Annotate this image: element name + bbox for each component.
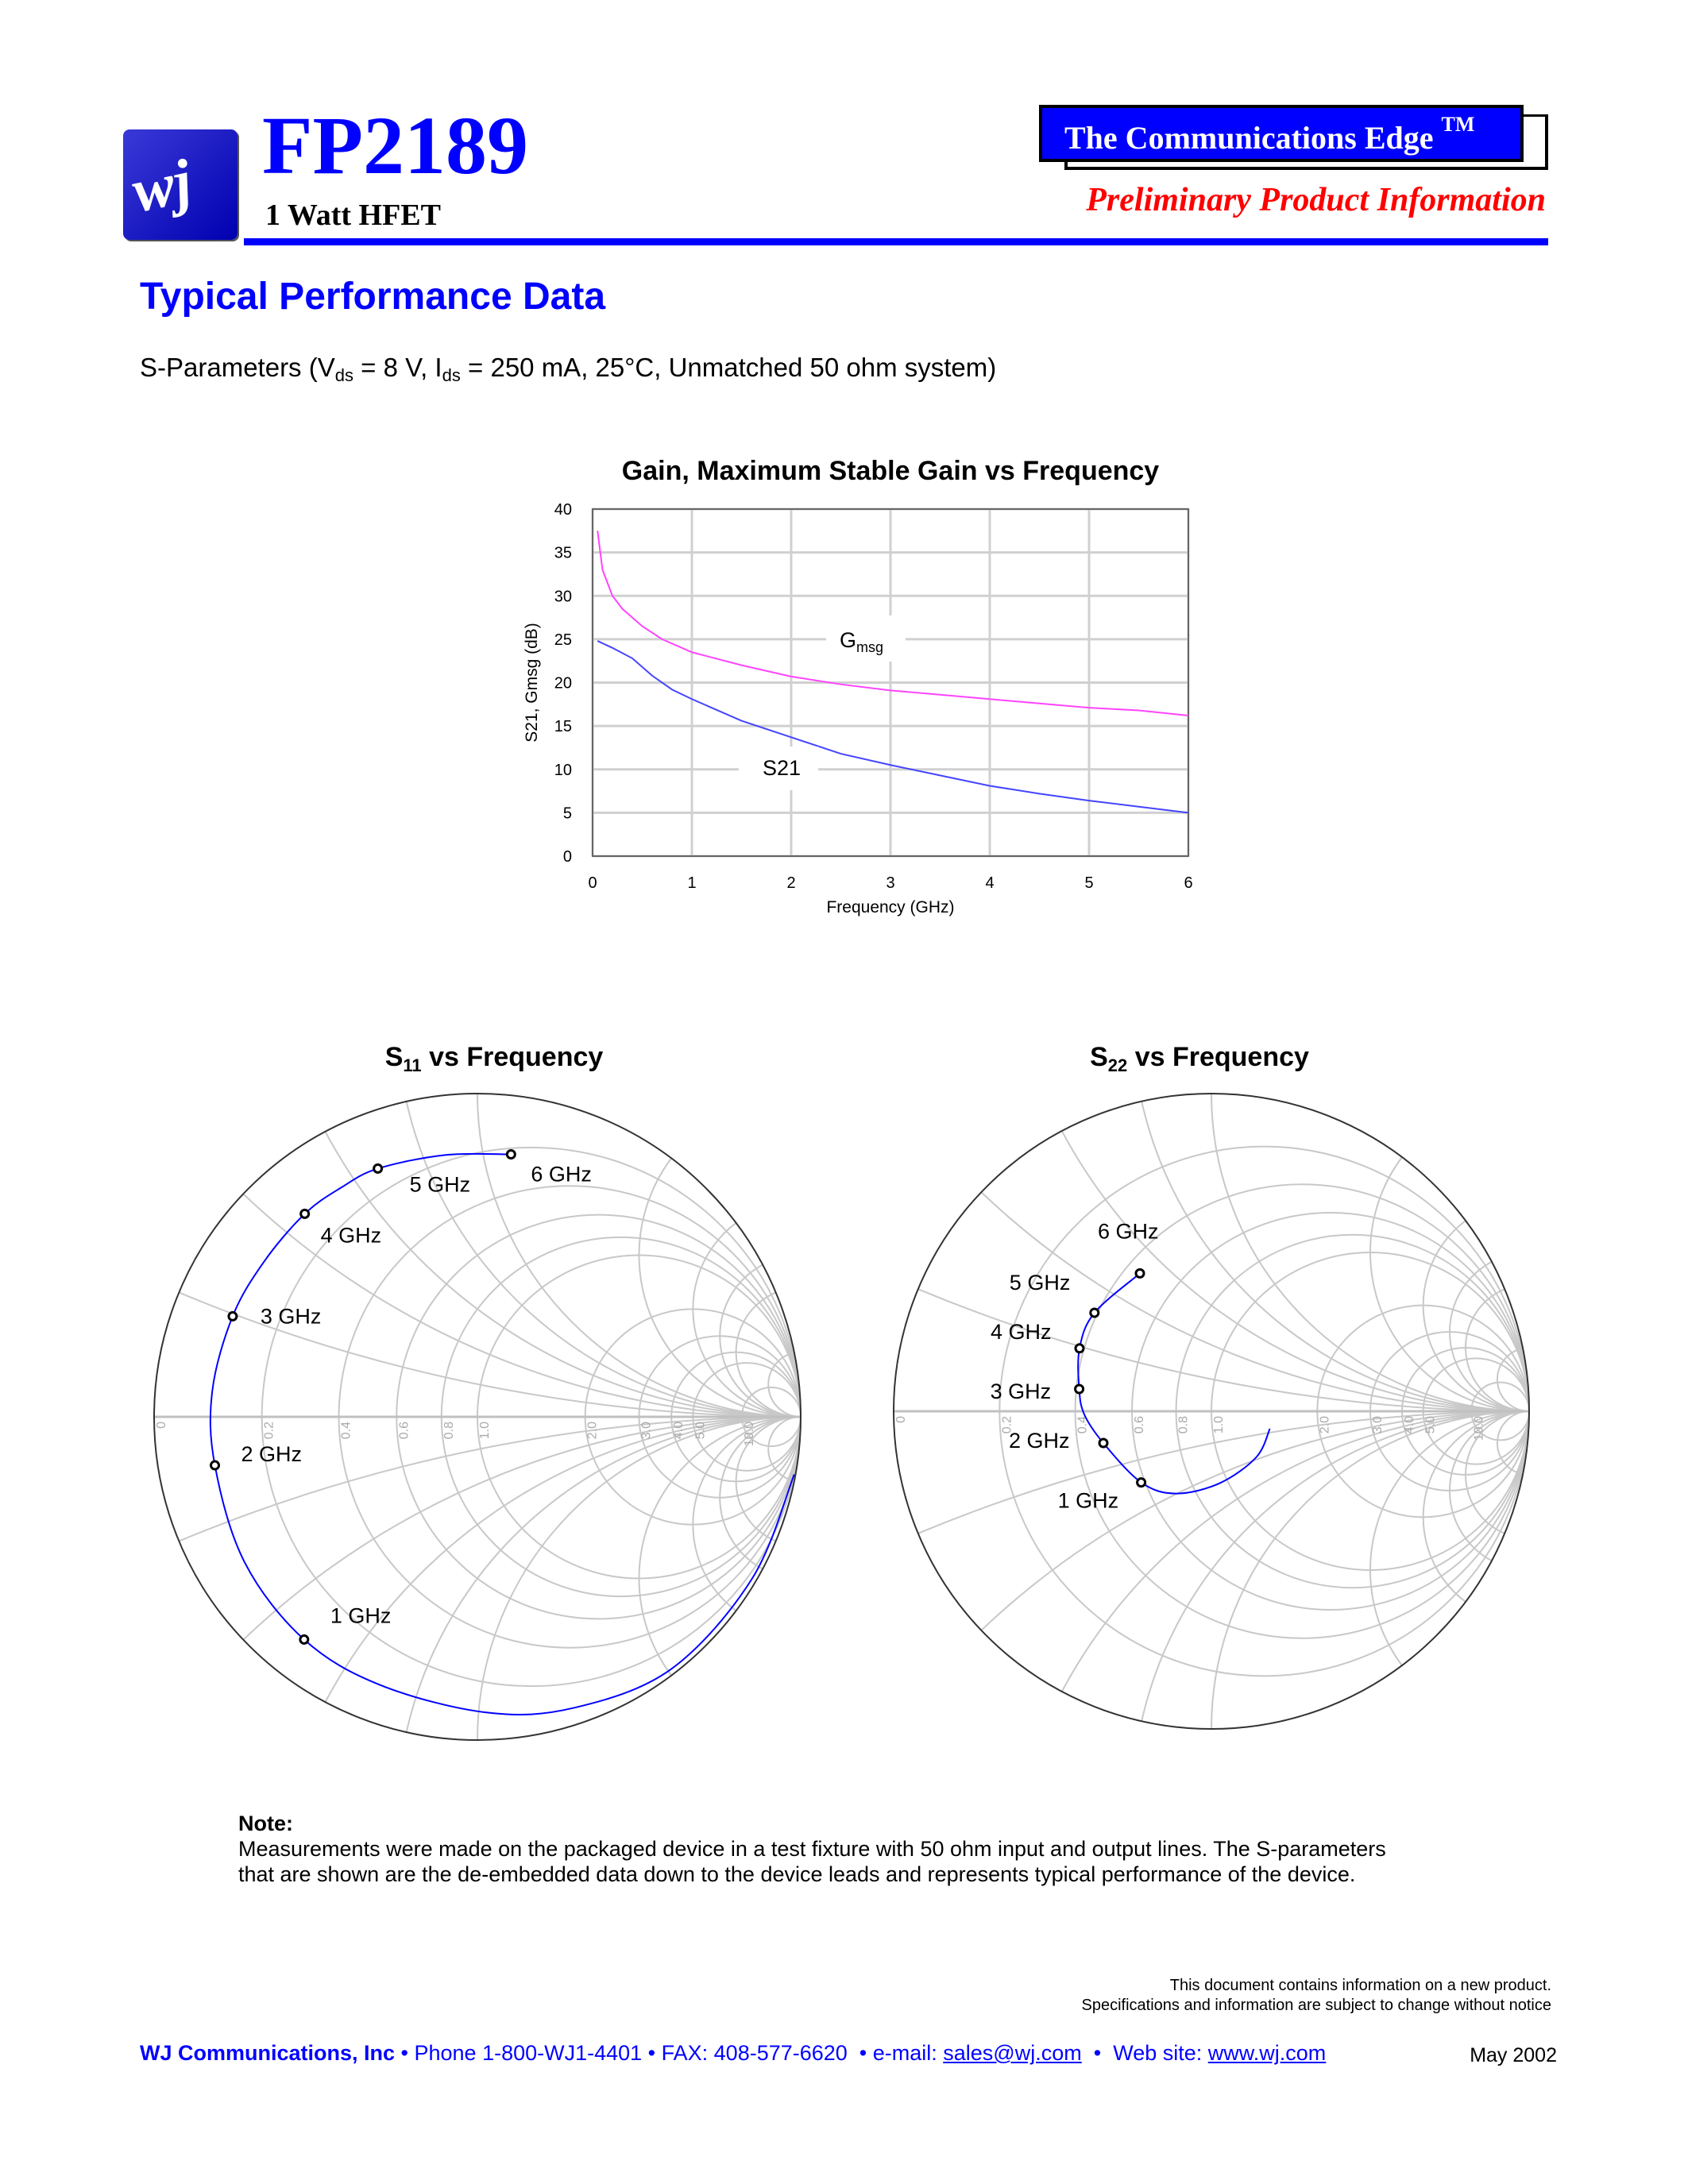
grid-label: 0.2 bbox=[262, 1422, 276, 1440]
grid-label: 4.0 bbox=[672, 1422, 686, 1440]
grid-label: 0.4 bbox=[1076, 1416, 1090, 1434]
smith-grid bbox=[894, 1094, 1529, 1729]
grid-label: 5.0 bbox=[693, 1422, 708, 1440]
grid-label: 3.0 bbox=[1371, 1416, 1385, 1434]
frequency-marker bbox=[507, 1151, 515, 1159]
y-tick-label: 10 bbox=[554, 761, 572, 779]
frequency-marker bbox=[1136, 1269, 1144, 1277]
disclaimer-line: Specifications and information are subject to change without notice bbox=[1081, 1997, 1551, 2014]
cond-text: = 8 V, I bbox=[353, 353, 442, 382]
grid-label: 0.6 bbox=[397, 1422, 411, 1440]
reactance-arc bbox=[639, 1417, 801, 1676]
y-tick-label: 20 bbox=[554, 674, 572, 693]
note-line: Measurements were made on the packaged device in a test fixture with 50 ohm input and output lines. The S-parameters bbox=[238, 1837, 1386, 1861]
logo-text: wj bbox=[126, 145, 198, 226]
grid-label: 0 bbox=[155, 1422, 168, 1429]
series-label-gmsg: $G_{msg}$ bbox=[840, 628, 884, 655]
s-parameter-trace bbox=[1078, 1273, 1269, 1493]
gain-chart-title: Gain, Maximum Stable Gain vs Frequency bbox=[621, 456, 1160, 486]
reactance-arc bbox=[639, 1158, 801, 1417]
marker-label: 2 GHz bbox=[1009, 1429, 1070, 1453]
grid-label: 10.0 bbox=[743, 1422, 756, 1447]
y-tick-label: 0 bbox=[562, 848, 572, 866]
y-tick-label: 5 bbox=[562, 805, 572, 823]
cond-text: = 250 mA, 25°C, Unmatched 50 ohm system) bbox=[460, 353, 997, 382]
frequency-marker bbox=[229, 1312, 237, 1320]
tagline: The Communications Edge bbox=[1064, 120, 1434, 156]
website-link[interactable]: www.wj.com bbox=[1207, 2041, 1327, 2065]
smith-chart-s11 bbox=[154, 1094, 801, 1740]
y-axis-label: S21, Gmsg (dB) bbox=[523, 623, 541, 743]
frequency-marker bbox=[374, 1164, 382, 1172]
y-tick-label: 15 bbox=[554, 718, 572, 736]
grid-label: 0.8 bbox=[1176, 1416, 1191, 1434]
frequency-marker bbox=[1099, 1439, 1107, 1447]
grid-label: 0.4 bbox=[339, 1422, 353, 1440]
y-tick-label: 35 bbox=[554, 544, 572, 562]
reactance-arc bbox=[1370, 1157, 1529, 1411]
marker-label: 1 GHz bbox=[1057, 1488, 1119, 1513]
section-title: Typical Performance Data bbox=[140, 276, 606, 318]
marker-label: 6 GHz bbox=[1098, 1219, 1159, 1244]
reactance-arc bbox=[1370, 1411, 1529, 1665]
disclaimer-line: This document contains information on a new product. bbox=[1169, 1977, 1551, 1994]
grid-label: 0.6 bbox=[1133, 1416, 1146, 1434]
gain-chart bbox=[0, 0, 1688, 953]
footer-contact bbox=[140, 2041, 1326, 2066]
cond-sub: ds bbox=[442, 365, 461, 385]
frequency-marker bbox=[1091, 1309, 1099, 1317]
company-name: WJ Communications, Inc bbox=[140, 2041, 396, 2065]
cond-text: S-Parameters (V bbox=[140, 353, 335, 382]
title-main: S bbox=[1090, 1042, 1108, 1072]
frequency-marker bbox=[301, 1210, 309, 1217]
marker-label: 5 GHz bbox=[1009, 1271, 1071, 1295]
smith-grid bbox=[154, 1094, 801, 1740]
marker-label: 4 GHz bbox=[320, 1223, 382, 1248]
marker-label: 3 GHz bbox=[260, 1304, 322, 1329]
marker-label: 6 GHz bbox=[531, 1162, 592, 1187]
grid-label: 0.2 bbox=[1000, 1416, 1014, 1434]
x-tick-label: 2 bbox=[786, 874, 796, 892]
note-title: Note: bbox=[238, 1812, 293, 1835]
x-axis-label: Frequency (GHz) bbox=[826, 898, 955, 916]
phone-fax: • Phone 1-800-WJ1-4401 • FAX: 408-577-6620 • e-mail: bbox=[395, 2041, 944, 2065]
cond-sub: ds bbox=[334, 365, 353, 385]
grid-label: 0 bbox=[894, 1416, 908, 1423]
trademark: TM bbox=[1441, 113, 1475, 136]
frequency-marker bbox=[211, 1461, 219, 1469]
title-main: S bbox=[384, 1042, 404, 1072]
marker-label: 4 GHz bbox=[991, 1319, 1052, 1344]
grid-label: 1.0 bbox=[1212, 1416, 1226, 1434]
grid-label: 4.0 bbox=[1403, 1416, 1416, 1434]
grid-label: 2.0 bbox=[1318, 1416, 1332, 1434]
grid-label: 1.0 bbox=[478, 1422, 492, 1440]
footer-date: May 2002 bbox=[1470, 2044, 1557, 2066]
title-sub: 22 bbox=[1107, 1055, 1128, 1075]
frequency-marker bbox=[1076, 1385, 1083, 1393]
frequency-marker bbox=[1138, 1479, 1145, 1487]
product-subtitle: 1 Watt HFET bbox=[265, 199, 441, 232]
y-tick-label: 25 bbox=[554, 631, 572, 649]
title-sub: 11 bbox=[403, 1055, 422, 1075]
grid-label: 0.8 bbox=[442, 1422, 456, 1440]
x-tick-label: 4 bbox=[985, 874, 995, 892]
web-label: • Web site: bbox=[1081, 2041, 1208, 2065]
x-tick-label: 1 bbox=[687, 874, 697, 892]
grid-label: 2.0 bbox=[585, 1422, 600, 1440]
x-tick-label: 5 bbox=[1084, 874, 1094, 892]
x-tick-label: 0 bbox=[588, 874, 597, 892]
y-tick-label: 40 bbox=[554, 501, 572, 519]
x-tick-label: 3 bbox=[886, 874, 895, 892]
grid-label: 3.0 bbox=[639, 1422, 654, 1440]
note-line: that are shown are the de-embedded data down to the device leads and represents typical performance of the device. bbox=[238, 1862, 1356, 1886]
grid-label: 5.0 bbox=[1423, 1416, 1438, 1434]
part-number: FP2189 bbox=[262, 100, 529, 191]
title-rest: vs Frequency bbox=[421, 1042, 604, 1072]
disclaimer bbox=[874, 1976, 1551, 2016]
marker-label: 3 GHz bbox=[990, 1379, 1052, 1403]
smith-chart-s22 bbox=[894, 1094, 1529, 1729]
marker-label: 1 GHz bbox=[330, 1603, 392, 1628]
email-link[interactable]: sales@wj.com bbox=[943, 2041, 1082, 2065]
title-rest: vs Frequency bbox=[1127, 1042, 1309, 1072]
status-text: Preliminary Product Information bbox=[1086, 182, 1546, 218]
note bbox=[238, 1811, 1386, 1887]
x-tick-label: 6 bbox=[1184, 874, 1193, 892]
smith-charts bbox=[0, 1032, 1688, 1787]
frequency-marker bbox=[300, 1635, 308, 1643]
frequency-marker bbox=[1076, 1345, 1083, 1352]
marker-label: 5 GHz bbox=[409, 1172, 471, 1197]
grid-label: 10.0 bbox=[1472, 1416, 1486, 1441]
y-tick-label: 30 bbox=[554, 588, 572, 606]
marker-label: 2 GHz bbox=[241, 1442, 303, 1467]
series-label-s21: S21 bbox=[763, 756, 802, 780]
